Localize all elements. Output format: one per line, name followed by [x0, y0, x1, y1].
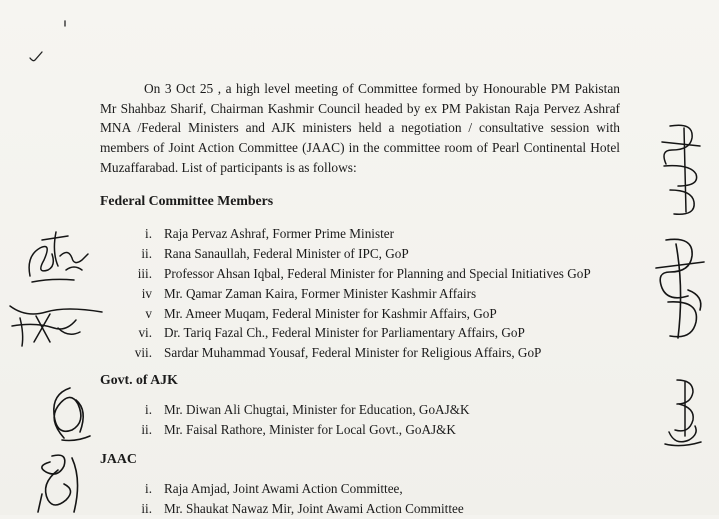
list-item-number: i. — [145, 226, 152, 241]
list-item-text: Dr. Tariq Fazal Ch., Federal Minister for Parliamentary Affairs, GoP — [164, 325, 525, 341]
signature-right-1 — [650, 120, 712, 220]
list-item-number: i. — [145, 481, 152, 496]
pen-tick-mark — [28, 50, 44, 64]
signature-right-2 — [648, 232, 714, 344]
list-item-number: v — [145, 305, 152, 321]
list-item-text: Raja Amjad, Joint Awami Action Committee, — [164, 481, 403, 496]
list-item-text: Mr. Qamar Zaman Kaira, Former Minister Kashmir Affairs — [164, 285, 477, 301]
list-item-text: Mr. Faisal Rathore, Minister for Local Govt., GoAJ&K — [164, 421, 456, 437]
list-item-text: Mr. Shaukat Nawaz Mir, Joint Awami Action Committee — [164, 500, 464, 516]
list-item-text: Rana Sanaullah, Federal Minister of IPC, GoP — [164, 245, 409, 261]
ajk-govt-heading: Govt. of AJK — [100, 372, 178, 387]
list-item-text: Professor Ahsan Iqbal, Federal Minister for Planning and Special Initiatives GoP — [164, 265, 591, 281]
list-item-text: Mr. Diwan Ali Chugtai, Minister for Education, GoAJ&K — [164, 402, 470, 417]
list-item-number: ii. — [141, 245, 152, 261]
pen-dot-mark — [62, 20, 68, 28]
signature-left-1 — [22, 226, 92, 286]
signature-left-4 — [28, 450, 92, 515]
signature-right-3 — [655, 374, 711, 448]
federal-committee-heading: Federal Committee Members — [100, 193, 274, 208]
list-item-number: ii. — [141, 500, 152, 516]
jaac-heading: JAAC — [100, 451, 137, 466]
list-item-number: vi. — [138, 325, 152, 341]
signature-left-2 — [6, 298, 106, 350]
intro-paragraph: On 3 Oct 25 , a high level meeting of Committee formed by Honourable PM Pakistan Mr Shahbaz Sharif, Chairman Kashmir Council headed by ex PM Pakistan Raja Pervez Ashraf MNA /Federal Ministers and AJK ministers held a negotiation / consultative session with members of Joint Action Committee (JAAC) in the committee room of Pearl Continental Hotel Muzaffarabad. List of participants is as follows: — [100, 81, 620, 175]
list-item-number: vii. — [134, 345, 152, 361]
list-item-number: i. — [145, 402, 152, 417]
list-item-text: Mr. Ameer Muqam, Federal Minister for Kashmir Affairs, GoP — [164, 305, 497, 321]
list-item-text: Raja Pervaz Ashraf, Former Prime Minister — [164, 226, 394, 241]
list-item-number: ii. — [141, 421, 152, 437]
signature-left-3 — [40, 380, 100, 446]
list-item-number: iii. — [137, 265, 152, 281]
list-item-number: iv — [141, 285, 152, 301]
list-item-text: Sardar Muhammad Yousaf, Federal Minister for Religious Affairs, GoP — [164, 345, 542, 361]
